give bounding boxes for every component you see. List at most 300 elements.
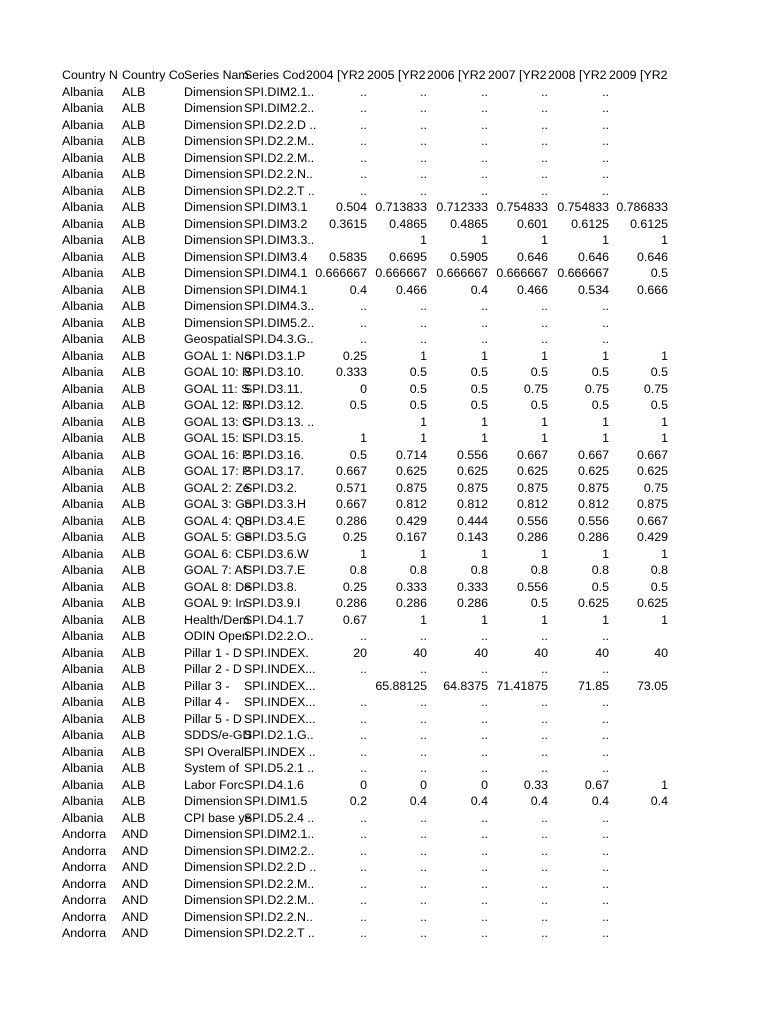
table-cell[interactable]: Albania [62,315,104,330]
table-cell[interactable]: .. [541,843,548,858]
table-cell[interactable]: SPI.D3.8. [244,579,298,594]
table-cell[interactable]: .. [602,332,609,346]
table-cell[interactable]: 1 [481,233,488,247]
table-cell[interactable]: SPI.DIM3.1 [244,200,308,214]
table-cell[interactable]: .. [602,876,609,891]
table-cell[interactable]: .. [602,101,609,115]
column-header[interactable]: 2007 [YR2 [488,68,547,82]
table-cell[interactable]: .. [420,711,427,726]
table-cell[interactable]: 1 [481,414,488,429]
table-cell[interactable]: SPI.D2.2.D .. [244,860,317,874]
table-cell[interactable]: 1 [661,414,668,429]
table-cell[interactable]: SPI.D3.13. .. [244,414,315,429]
table-cell[interactable]: .. [420,810,427,825]
table-cell[interactable]: ALB [122,299,146,313]
table-cell[interactable]: ALB [122,777,146,792]
table-cell[interactable]: 0.8 [470,563,488,577]
table-cell[interactable]: .. [602,810,609,825]
table-cell[interactable]: 0.875 [577,480,609,495]
table-cell[interactable]: 1 [481,612,488,627]
table-cell[interactable]: ALB [122,348,146,363]
table-cell[interactable]: Albania [62,381,104,396]
table-cell[interactable]: .. [541,909,548,924]
table-cell[interactable]: SPI.DIM3.3.. [244,233,315,247]
table-cell[interactable]: Dimension [184,84,243,99]
table-cell[interactable]: 64.8375 [443,678,488,693]
table-cell[interactable]: ALB [122,117,146,132]
table-cell[interactable]: 0.625 [636,596,668,610]
table-cell[interactable]: SPI.INDEX... [244,678,316,693]
table-cell[interactable]: Albania [62,216,104,231]
table-cell[interactable]: 0.571 [335,480,367,495]
table-cell[interactable]: ALB [122,431,146,445]
table-cell[interactable]: 73.05 [636,678,668,693]
table-cell[interactable]: Dimension [184,183,243,198]
table-cell[interactable]: .. [602,629,609,643]
table-cell[interactable]: .. [481,332,488,346]
table-cell[interactable]: 0.875 [456,480,488,495]
table-cell[interactable]: 0.5 [591,365,609,379]
table-cell[interactable]: 0.5 [349,447,367,462]
table-cell[interactable]: ALB [122,612,146,627]
table-cell[interactable]: SPI.D2.2.M.. [244,893,315,907]
table-cell[interactable]: 1 [541,233,548,247]
table-cell[interactable]: Dimension [184,282,243,297]
table-cell[interactable]: .. [602,909,609,924]
table-cell[interactable]: 0.556 [456,447,488,462]
table-cell[interactable]: 40 [654,645,668,660]
table-cell[interactable]: .. [360,711,367,726]
table-cell[interactable]: .. [541,695,548,709]
table-cell[interactable]: 0.429 [395,513,427,528]
table-cell[interactable]: 0.286 [577,530,609,544]
table-cell[interactable]: ALB [122,282,146,297]
table-cell[interactable]: Albania [62,678,104,693]
table-cell[interactable]: 0.143 [456,530,488,544]
column-header[interactable]: Series Cod [244,68,306,82]
table-cell[interactable]: 0.6125 [630,216,668,231]
table-cell[interactable]: 1 [602,546,609,561]
table-cell[interactable]: 0.25 [342,348,367,363]
table-cell[interactable]: 1 [420,612,427,627]
table-cell[interactable]: 40 [474,645,488,660]
table-cell[interactable]: Dimension [184,909,243,924]
table-cell[interactable]: .. [481,893,488,907]
table-cell[interactable]: Albania [62,150,104,165]
table-cell[interactable]: .. [360,117,367,132]
table-cell[interactable]: 1 [602,233,609,247]
table-cell[interactable]: 0.75 [584,381,609,396]
table-cell[interactable]: Albania [62,282,104,297]
table-cell[interactable]: Albania [62,84,104,99]
table-cell[interactable]: 0 [360,381,367,396]
table-cell[interactable]: Dimension [184,134,243,148]
table-cell[interactable]: Andorra [62,893,107,907]
table-cell[interactable]: .. [360,761,367,775]
table-cell[interactable]: .. [360,695,367,709]
table-cell[interactable]: .. [481,860,488,874]
table-cell[interactable]: 0.8 [530,563,548,577]
table-cell[interactable]: SPI.D3.4.E [244,513,306,528]
table-cell[interactable]: 0.286 [335,513,367,528]
table-cell[interactable]: ALB [122,711,146,726]
table-cell[interactable]: 0.875 [395,480,427,495]
table-cell[interactable]: 1 [360,546,367,561]
table-cell[interactable]: Albania [62,794,104,808]
table-cell[interactable]: .. [360,926,367,940]
table-cell[interactable]: 0.5 [530,596,548,610]
table-cell[interactable]: GOAL 5: Ge [184,530,252,544]
table-cell[interactable]: Albania [62,348,104,363]
table-cell[interactable]: .. [420,84,427,99]
table-cell[interactable]: 0.667 [335,464,367,478]
table-cell[interactable]: 1 [661,546,668,561]
table-cell[interactable]: 65.88125 [375,678,427,693]
table-cell[interactable]: 0.504 [335,200,367,214]
table-cell[interactable]: .. [420,893,427,907]
table-cell[interactable]: .. [602,299,609,313]
table-cell[interactable]: .. [602,150,609,165]
table-cell[interactable]: SPI.DIM2.1.. [244,827,315,841]
column-header[interactable]: 2004 [YR2 [306,68,365,82]
table-cell[interactable]: 0.466 [516,282,548,297]
table-cell[interactable]: 0.5 [591,579,609,594]
table-cell[interactable]: 0.875 [636,497,668,511]
table-cell[interactable]: 0.286 [335,596,367,610]
table-cell[interactable]: Albania [62,365,104,379]
table-cell[interactable]: Albania [62,761,104,775]
table-cell[interactable]: .. [420,843,427,858]
table-cell[interactable]: 1 [360,431,367,445]
table-cell[interactable]: .. [541,926,548,940]
table-cell[interactable]: AND [122,893,149,907]
table-cell[interactable]: SPI.D2.2.T .. [244,183,315,198]
table-cell[interactable]: 1 [420,414,427,429]
table-cell[interactable]: 0.5 [470,381,488,396]
table-cell[interactable]: Albania [62,744,104,759]
table-cell[interactable]: ALB [122,216,146,231]
table-cell[interactable]: 1 [541,414,548,429]
table-cell[interactable]: .. [481,744,488,759]
table-cell[interactable]: Dimension [184,843,243,858]
table-cell[interactable]: SPI.INDEX. [244,645,309,660]
table-cell[interactable]: 1 [420,348,427,363]
table-cell[interactable]: .. [481,926,488,940]
table-cell[interactable]: .. [360,183,367,198]
table-cell[interactable]: Dimension [184,233,243,247]
table-cell[interactable]: Albania [62,167,104,181]
table-cell[interactable]: AND [122,876,149,891]
table-cell[interactable]: 0 [481,777,488,792]
table-cell[interactable]: .. [602,695,609,709]
table-cell[interactable]: Albania [62,530,104,544]
table-cell[interactable]: .. [420,101,427,115]
table-cell[interactable]: 71.85 [577,678,609,693]
table-cell[interactable]: .. [541,876,548,891]
table-cell[interactable]: 0.5 [650,579,668,594]
table-cell[interactable]: Dimension [184,266,243,280]
table-cell[interactable]: .. [360,134,367,148]
table-cell[interactable]: 0.466 [395,282,427,297]
table-cell[interactable]: 0.667 [636,447,668,462]
table-cell[interactable]: Albania [62,266,104,280]
table-cell[interactable]: ALB [122,794,146,808]
table-cell[interactable]: GOAL 17: P [184,464,251,478]
table-cell[interactable]: .. [602,843,609,858]
table-cell[interactable]: .. [481,761,488,775]
table-cell[interactable]: ALB [122,414,146,429]
table-cell[interactable]: 0.333 [456,579,488,594]
table-cell[interactable]: GOAL 7: Af [184,563,247,577]
table-cell[interactable]: 0.812 [516,497,548,511]
table-cell[interactable]: Albania [62,200,104,214]
table-cell[interactable]: ALB [122,678,146,693]
table-cell[interactable]: Geospatial [184,332,244,346]
table-cell[interactable]: SDDS/e-GD [184,728,252,742]
table-cell[interactable]: 0.25 [342,530,367,544]
table-cell[interactable]: AND [122,926,149,940]
table-cell[interactable]: .. [541,315,548,330]
table-cell[interactable]: .. [602,761,609,775]
table-cell[interactable]: .. [481,315,488,330]
table-cell[interactable]: 1 [420,431,427,445]
table-cell[interactable]: ALB [122,464,146,478]
table-cell[interactable]: Dimension [184,860,243,874]
table-cell[interactable]: Dimension [184,299,243,313]
table-cell[interactable]: SPI.D2.2.O.. [244,629,314,643]
table-cell[interactable]: CPI base ye [184,810,252,825]
table-cell[interactable]: .. [541,150,548,165]
table-cell[interactable]: SPI.D3.17. [244,464,304,478]
table-cell[interactable]: 1 [661,612,668,627]
table-cell[interactable]: 0.286 [516,530,548,544]
table-cell[interactable]: Albania [62,101,104,115]
table-cell[interactable]: .. [360,810,367,825]
table-cell[interactable]: ALB [122,167,146,181]
table-cell[interactable]: 0.8 [650,563,668,577]
table-cell[interactable]: 0.5905 [450,249,488,264]
table-cell[interactable]: SPI.D2.2.N.. [244,167,313,181]
table-cell[interactable]: 0.3615 [329,216,367,231]
table-cell[interactable]: Albania [62,447,104,462]
table-cell[interactable]: .. [602,860,609,874]
table-cell[interactable]: 0.712333 [436,200,488,214]
table-cell[interactable]: .. [481,909,488,924]
table-cell[interactable]: 0.5 [530,365,548,379]
table-cell[interactable]: SPI.D3.16. [244,447,304,462]
table-cell[interactable]: ALB [122,480,146,495]
table-cell[interactable]: 1 [481,431,488,445]
table-cell[interactable]: 0.667 [636,513,668,528]
table-cell[interactable]: .. [481,183,488,198]
table-cell[interactable]: 0.5 [650,398,668,412]
table-cell[interactable]: GOAL 1: No [184,348,252,363]
table-cell[interactable]: 40 [413,645,427,660]
table-cell[interactable]: .. [541,860,548,874]
table-cell[interactable]: Dimension [184,249,243,264]
table-cell[interactable]: .. [602,711,609,726]
table-cell[interactable]: GOAL 9: In [184,596,246,610]
table-cell[interactable]: Albania [62,480,104,495]
table-cell[interactable]: SPI.INDEX... [244,711,316,726]
table-cell[interactable]: 0.2 [349,794,367,808]
table-cell[interactable]: 0.8 [409,563,427,577]
table-cell[interactable]: .. [481,134,488,148]
table-cell[interactable]: Pillar 5 - D [184,711,242,726]
table-cell[interactable]: 0.4 [470,282,488,297]
table-cell[interactable]: Dimension [184,876,243,891]
table-cell[interactable]: SPI.INDEX... [244,662,316,676]
table-cell[interactable]: SPI.D4.1.6 [244,777,304,792]
table-cell[interactable]: 0.556 [577,513,609,528]
table-cell[interactable]: 0.4865 [450,216,488,231]
table-cell[interactable]: SPI.DIM2.2.. [244,101,315,115]
table-cell[interactable]: 0.333 [395,579,427,594]
table-cell[interactable]: Dimension [184,167,243,181]
table-cell[interactable]: AND [122,843,149,858]
table-cell[interactable]: ALB [122,728,146,742]
table-cell[interactable]: Albania [62,810,104,825]
table-cell[interactable]: GOAL 11: S [184,381,250,396]
table-cell[interactable]: .. [481,84,488,99]
table-cell[interactable]: ALB [122,365,146,379]
table-cell[interactable]: .. [602,315,609,330]
table-cell[interactable]: 1 [481,546,488,561]
table-cell[interactable]: 0.333 [335,365,367,379]
table-cell[interactable]: .. [602,893,609,907]
table-cell[interactable]: 1 [541,348,548,363]
table-cell[interactable]: 0.625 [395,464,427,478]
table-cell[interactable]: SPI Overall [184,744,247,759]
table-cell[interactable]: SPI.D3.3.H [244,497,306,511]
table-cell[interactable]: .. [360,728,367,742]
table-cell[interactable]: SPI.D3.12. [244,398,304,412]
table-cell[interactable]: Albania [62,134,104,148]
table-cell[interactable]: SPI.D3.2. [244,480,298,495]
table-cell[interactable]: ALB [122,381,146,396]
table-cell[interactable]: Albania [62,629,104,643]
table-cell[interactable]: SPI.DIM2.2.. [244,843,315,858]
table-cell[interactable]: SPI.D4.1.7 [244,612,304,627]
table-cell[interactable]: SPI.D2.2.D .. [244,117,317,132]
table-cell[interactable]: ALB [122,101,146,115]
table-cell[interactable]: .. [420,695,427,709]
table-cell[interactable]: AND [122,827,149,841]
table-cell[interactable]: .. [360,332,367,346]
table-cell[interactable]: Albania [62,711,104,726]
table-cell[interactable]: .. [541,761,548,775]
table-cell[interactable]: .. [360,299,367,313]
table-cell[interactable]: .. [420,876,427,891]
table-cell[interactable]: .. [360,101,367,115]
table-cell[interactable]: .. [481,876,488,891]
table-cell[interactable]: Albania [62,513,104,528]
table-cell[interactable]: 0.75 [643,381,668,396]
table-cell[interactable]: Albania [62,464,104,478]
table-cell[interactable]: GOAL 2: Ze [184,480,250,495]
table-cell[interactable]: 0.4865 [389,216,427,231]
table-cell[interactable]: .. [541,744,548,759]
table-cell[interactable]: 0.646 [636,249,668,264]
table-cell[interactable]: 0.5 [349,398,367,412]
table-cell[interactable]: .. [541,893,548,907]
table-cell[interactable]: 0.625 [516,464,548,478]
column-header[interactable]: 2008 [YR2 [548,68,607,82]
table-cell[interactable]: 0.5835 [329,249,367,264]
column-header[interactable]: Country N [62,68,118,82]
table-cell[interactable]: ALB [122,744,146,759]
table-cell[interactable]: 0.812 [577,497,609,511]
table-cell[interactable]: Dimension [184,117,243,132]
table-cell[interactable]: 0.33 [523,777,548,792]
table-cell[interactable]: .. [420,150,427,165]
table-cell[interactable]: .. [420,315,427,330]
table-cell[interactable]: 0.4 [530,794,548,808]
table-cell[interactable]: Dimension [184,101,243,115]
table-cell[interactable]: .. [481,150,488,165]
table-cell[interactable]: .. [420,662,427,676]
table-cell[interactable]: SPI.DIM1.5 [244,794,308,808]
table-cell[interactable]: ALB [122,563,146,577]
table-cell[interactable]: Albania [62,579,104,594]
table-cell[interactable]: .. [420,827,427,841]
table-cell[interactable]: 0.625 [577,464,609,478]
table-cell[interactable]: 0.556 [516,579,548,594]
column-header[interactable]: 2009 [YR2 [609,68,668,82]
table-cell[interactable]: GOAL 12: R [184,398,252,412]
table-cell[interactable]: Andorra [62,860,107,874]
table-cell[interactable]: .. [602,827,609,841]
table-cell[interactable]: 1 [661,777,668,792]
table-cell[interactable]: SPI.DIM2.1.. [244,84,315,99]
table-cell[interactable]: Albania [62,662,104,676]
table-cell[interactable]: SPI.D2.2.N.. [244,909,313,924]
table-cell[interactable]: SPI.D2.2.M.. [244,150,315,165]
table-cell[interactable]: 0.429 [636,530,668,544]
table-cell[interactable]: 0.534 [577,282,609,297]
table-cell[interactable]: Albania [62,414,104,429]
table-cell[interactable]: .. [420,761,427,775]
table-cell[interactable]: .. [602,662,609,676]
table-cell[interactable]: SPI.D2.2.T .. [244,926,315,940]
table-cell[interactable]: .. [360,827,367,841]
table-cell[interactable]: 0.8 [591,563,609,577]
table-cell[interactable]: SPI.INDEX... [244,695,316,709]
table-cell[interactable]: .. [602,926,609,940]
table-cell[interactable]: .. [360,150,367,165]
table-cell[interactable]: Andorra [62,909,107,924]
table-cell[interactable]: 0.67 [342,612,367,627]
table-cell[interactable]: .. [420,909,427,924]
table-cell[interactable]: ALB [122,84,146,99]
table-cell[interactable]: 1 [661,233,668,247]
table-cell[interactable]: .. [420,926,427,940]
table-cell[interactable]: 0.6695 [389,249,427,264]
table-cell[interactable]: SPI.D5.2.4 .. [244,810,315,825]
table-cell[interactable]: .. [602,134,609,148]
table-cell[interactable]: .. [420,167,427,181]
table-cell[interactable]: 0.625 [636,464,668,478]
table-cell[interactable]: ALB [122,200,146,214]
table-cell[interactable]: 0.5 [409,365,427,379]
table-cell[interactable]: ALB [122,249,146,264]
table-cell[interactable]: SPI.D3.5.G [244,530,307,544]
table-cell[interactable]: Andorra [62,926,107,940]
table-cell[interactable]: SPI.DIM4.1 [244,282,308,297]
table-cell[interactable]: ALB [122,398,146,412]
table-cell[interactable]: SPI.DIM3.2 [244,216,308,231]
table-cell[interactable]: ODIN Open [184,629,249,643]
